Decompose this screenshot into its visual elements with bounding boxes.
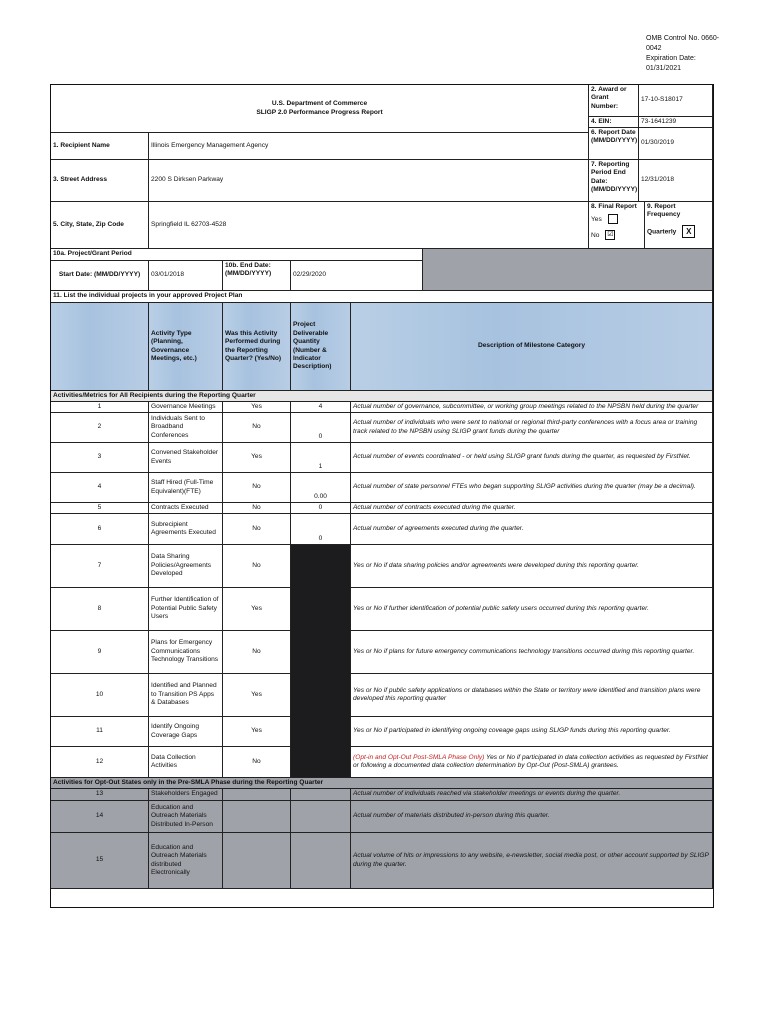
optout-row-activity: Education and Outreach Materials distributed Electronically [149,833,223,889]
row-performed: No [223,503,291,514]
frequency-quarterly-label: Quarterly [647,228,677,236]
column-header-activity: Activity Type (Planning, Governance Meetings, etc.) [149,303,223,391]
shaded-period-area [423,249,713,291]
optout-row-number: 15 [51,833,149,889]
row-description-body: Yes or No if further identification of potential public safety users occurred during this reporting quarter. [353,604,649,612]
optout-row-quantity [291,833,351,889]
row-description-text [353,483,696,491]
row-performed: No [223,747,291,778]
optout-row-activity: Education and Outreach Materials Distributed In-Person [149,801,223,833]
row-activity: Subrecipient Agreements Executed [149,514,223,545]
row-description-body: Yes or No if participated in identifying ongoing coveage gaps using SLIGP funds during this reporting quarter. [353,727,671,735]
row-activity: Further Identification of Potential Public Safety Users [149,588,223,631]
row-number: 11 [51,717,149,747]
row-description-text [353,648,694,656]
report-frequency-cell [645,202,713,249]
report-frequency-label: 9. Report Frequency [647,203,681,219]
omb-info [646,34,726,74]
row-description [351,503,713,514]
final-no-checkbox[interactable]: ☑ [607,230,614,238]
row-description-text [353,754,710,771]
row-activity: Individuals Sent to Broadband Conferences [149,413,223,443]
row-quantity: 0 [291,503,351,514]
row-description [351,413,713,443]
row-number: 7 [51,545,149,588]
row-performed: Yes [223,717,291,747]
row-description-note: (Opt-in and Opt-Out Post-SMLA Phase Only) [353,753,485,761]
start-date-label: Start Date: (MM/DD/YYYY) [51,261,149,291]
recipient-label: 1. Recipient Name [51,133,149,160]
row-description [351,473,713,503]
optout-row-performed [223,789,291,801]
dept-name: U.S. Department of Commerce [271,100,368,108]
row-activity: Identified and Planned to Transition PS Apps & Databases [149,674,223,717]
report-title: SLIGP 2.0 Performance Progress Report [256,108,383,116]
row-description-body: Actual number of state personnel FTEs who began supporting SLIGP activities during the quarter (may be a decimal). [353,483,696,491]
row-description-text [353,562,639,570]
row-number: 10 [51,674,149,717]
row-number: 2 [51,413,149,443]
ein-label: 4. EIN: [589,117,639,128]
row-activity: Data Sharing Policies/Agreements Developed [149,545,223,588]
row-description-text [353,453,691,461]
row-performed: No [223,413,291,443]
row-description-text [353,403,698,411]
final-report-cell [589,202,645,249]
report-date-label: 6. Report Date (MM/DD/YYYY) [589,128,639,160]
row-description-body: Actual number of agreements executed during the quarter. [353,524,524,532]
row-number: 6 [51,514,149,545]
row-description [351,631,713,674]
row-description-text [353,687,710,704]
row-description [351,443,713,473]
row-number: 12 [51,747,149,778]
row-number: 3 [51,443,149,473]
end-date-value: 02/29/2020 [291,261,423,291]
row-quantity: 4 [291,402,351,413]
optout-row-number: 13 [51,789,149,801]
optout-row-number: 14 [51,801,149,833]
optout-row-performed [223,801,291,833]
row-description-body: Actual number of individuals who were sent to national or regional third-party conferences with a focus area or training track related to the NPSBN using SLIGP grant funds during the quarter [353,419,698,435]
projects-label: 11. List the individual projects in your approved Project Plan [51,291,713,303]
row-quantity: 0 [291,514,351,545]
row-number: 8 [51,588,149,631]
row-description-text [353,419,710,436]
row-number: 5 [51,503,149,514]
row-quantity: 0 [291,413,351,443]
row-description [351,402,713,413]
row-description [351,545,713,588]
row-description-body: Actual number of events coordinated - or held using SLIGP grant funds during the quarter, as requested by FirstNet. [353,453,691,461]
row-performed: No [223,631,291,674]
row-description-text [353,605,649,613]
row-description-body: Yes or No if public safety applications or databases within the State or territory were identified and transition plans were developed this reporting quarter [353,686,701,702]
optout-row-performed [223,833,291,889]
period-end-label: 7. Reporting Period End Date: (MM/DD/YYYY) [589,160,639,202]
row-description-text [353,727,671,735]
row-description-body: Yes or No if plans for future emergency communications technology transitions occurred during this reporting quarter. [353,647,695,655]
row-description [351,747,713,778]
final-yes-checkbox[interactable] [608,214,618,224]
row-description-text [353,525,524,533]
row-activity: Data Collection Activities [149,747,223,778]
row-performed: Yes [223,402,291,413]
row-quantity: 0.00 [291,473,351,503]
city-value: Springfield IL 62703-4528 [149,202,589,249]
progress-report-form [50,84,714,908]
omb-expiration: Expiration Date: 01/31/2021 [646,55,696,72]
street-value: 2200 S Dirksen Parkway [149,160,589,202]
column-header-performed: Was this Activity Performed during the Reporting Quarter? (Yes/No) [223,303,291,391]
row-performed: Yes [223,674,291,717]
row-number: 4 [51,473,149,503]
final-report-label: 8. Final Report [591,203,637,210]
city-label: 5. City, State, Zip Code [51,202,149,249]
column-header-blank [51,303,149,391]
row-number: 1 [51,402,149,413]
section-all-recipients: Activities/Metrics for All Recipients during the Reporting Quarter [51,391,713,402]
optout-row-quantity [291,789,351,801]
row-activity: Staff Hired (Full-Time Equivalent)(FTE) [149,473,223,503]
column-header-quantity: Project Deliverable Quantity (Number & Indicator Description) [291,303,351,391]
row-quantity: 1 [291,443,351,473]
street-label: 3. Street Address [51,160,149,202]
row-description-body: Actual number of governance, subcommittee, or working group meetings related to the NPSBN held during the quarter [353,402,699,410]
row-activity: Plans for Emergency Communications Technology Transitions [149,631,223,674]
project-period-label: 10a. Project/Grant Period [51,249,423,261]
period-end-value: 12/31/2018 [639,160,713,202]
row-performed: No [223,473,291,503]
row-number: 9 [51,631,149,674]
row-description [351,588,713,631]
final-no-label: No [591,231,600,239]
row-description-text [353,504,516,512]
row-activity: Governance Meetings [149,402,223,413]
row-description-body: Yes or No if participated in data collection activities as requested by FirstNet or following a documented data collection determination by Opt-Out (Post-SMLA) grantees. [353,753,708,769]
omb-control: OMB Control No. 0660-0042 [646,35,720,52]
report-date-value: 01/30/2019 [639,128,713,160]
row-description [351,514,713,545]
report-header [51,85,589,133]
optout-row-description: Actual number of materials distributed in-person during this quarter. [351,801,713,833]
row-description-body: Yes or No if data sharing policies and/or agreements were developed during this reporting quarter. [353,561,640,569]
optout-row-activity: Stakeholders Engaged [149,789,223,801]
row-performed: No [223,514,291,545]
optout-row-description: Actual volume of hits or impressions to any website, e-newsletter, social media post, or other account supported by SLIGP during the quarter. [351,833,713,889]
award-value: 17-10-S18017 [639,85,713,117]
optout-row-description: Actual number of individuals reached via stakeholder meetings or events during the quarter. [351,789,713,801]
ein-value: 73-1641239 [639,117,713,128]
row-performed: Yes [223,588,291,631]
final-yes-label: Yes [591,216,602,224]
redacted-quantity-block [291,545,351,778]
row-description [351,674,713,717]
column-header-description: Description of Milestone Category [351,303,713,391]
award-label: 2. Award or Grant Number: [589,85,639,117]
row-activity: Identify Ongoing Coverage Gaps [149,717,223,747]
row-performed: Yes [223,443,291,473]
quarterly-checkbox[interactable]: X [682,225,695,238]
row-activity: Contracts Executed [149,503,223,514]
section-optout: Activities for Opt-Out States only in the Pre-SMLA Phase during the Reporting Quarter [51,778,713,789]
end-date-label: 10b. End Date: (MM/DD/YYYY) [223,261,291,291]
row-performed: No [223,545,291,588]
row-activity: Convened Stakeholder Events [149,443,223,473]
row-description [351,717,713,747]
optout-row-quantity [291,801,351,833]
recipient-value: Illinois Emergency Management Agency [149,133,589,160]
row-description-body: Actual number of contracts executed during the quarter. [353,503,516,511]
start-date-value: 03/01/2018 [149,261,223,291]
